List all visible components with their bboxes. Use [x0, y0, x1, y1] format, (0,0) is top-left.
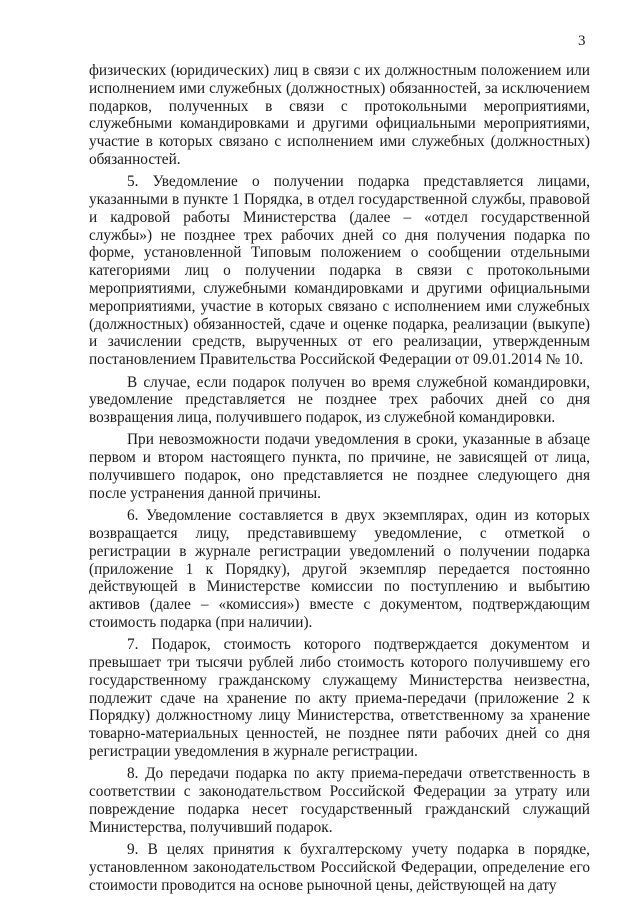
paragraph-item-5-business-trip: В случае, если подарок получен во время служебной командировки, уведомление представляется не позднее трех рабочих дней со дня возвращения лица, получившего подарок, из служебной командировки. — [89, 373, 590, 427]
paragraph-item-8: 8. До передачи подарка по акту приема-передачи ответственность в соответствии с законодательством Российской Федерации за утрату или повреждение подарка несет государственный гражданский служащий Министерства, получивший подарок. — [89, 765, 590, 836]
paragraph-item-7: 7. Подарок, стоимость которого подтверждается документом и превышает три тысячи рублей либо стоимость которого получившему его государственному гражданскому служащему Министерства неизвестна, подлежит сдаче на хранение по акту приема-передачи (приложение 2 к Порядку) должностному лицу Министерства, ответственному за хранение товарно-материальных ценностей, не позднее пяти рабочих дней со дня регистрации уведомления в журнале регистрации. — [89, 636, 590, 760]
paragraph-item-6: 6. Уведомление составляется в двух экземплярах, один из которых возвращается лицу, представившему уведомление, с отметкой о регистрации в журнале регистрации уведомлений о получении подарка (приложение 1 к Порядку), другой экземпляр передается постоянно действующей в Министерстве комиссии по поступлению и выбытию активов (далее – «комиссия») вместе с документом, подтверждающим стоимость подарка (при наличии). — [89, 507, 590, 631]
document-body — [89, 62, 590, 899]
paragraph-item-9: 9. В целях принятия к бухгалтерскому учету подарка в порядке, установленном законодательством Российской Федерации, определение его стоимости проводится на основе рыночной цены, действующей на дату — [89, 840, 590, 894]
paragraph-continuation: физических (юридических) лиц в связи с их должностным положением или исполнением ими служебных (должностных) обязанностей, за исключением подарков, полученных в связи с протокольными мероприятиями, служебными командировками и другими официальными мероприятиями, участие в которых связано с исполнением ими служебных (должностных) обязанностей. — [89, 62, 590, 168]
page-number: 3 — [578, 33, 586, 49]
paragraph-item-5-impossibility: При невозможности подачи уведомления в сроки, указанные в абзаце первом и втором настоящего пункта, по причине, не зависящей от лица, получившего подарок, оно представляется не позднее следующего дня после устранения данной причины. — [89, 431, 590, 502]
paragraph-item-5: 5. Уведомление о получении подарка представляется лицами, указанными в пункте 1 Порядка, в отдел государственной службы, правовой и кадровой работы Министерства (далее – «отдел государственной службы») не позднее трех рабочих дней со дня получения подарка по форме, установленной Типовым положением о сообщении отдельными категориями лиц о получении подарка в связи с протокольными мероприятиями, служебными командировками и другими официальными мероприятиями, участие в которых связано с исполнением ими служебных (должностных) обязанностей, сдаче и оценке подарка, реализации (выкупе) и зачислении средств, вырученных от его реализации, утвержденным постановлением Правительства Российской Федерации от 09.01.2014 № 10. — [89, 173, 590, 369]
